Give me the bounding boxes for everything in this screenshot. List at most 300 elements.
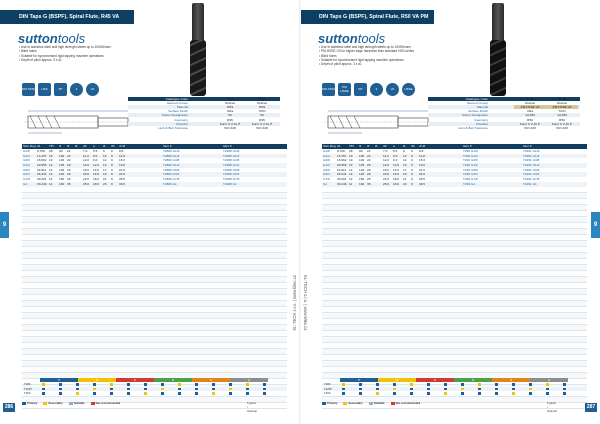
suitability-marker: [59, 392, 62, 395]
suitability-marker: [478, 392, 481, 395]
table-cell: 23: [103, 181, 107, 186]
table-cell: G3/4: [23, 172, 30, 177]
suitability-marker: [495, 383, 498, 386]
table-cell: T290 G3/8: [463, 158, 478, 163]
standards-icons: [322, 83, 415, 96]
suitability-marker: [461, 383, 464, 386]
din-icon: DIN 5156: [322, 83, 335, 96]
table-cell: T290 G7/8: [463, 177, 478, 182]
table-cell: 29: [67, 172, 71, 177]
page-number: 287: [586, 404, 596, 410]
suitability-marker: [359, 392, 362, 395]
table-cell: 18.0: [83, 167, 90, 172]
suitability-marker: [229, 392, 232, 395]
footer-note: Typical / Optimal: [247, 401, 257, 413]
table-cell: 140: [359, 172, 365, 177]
suitability-marker: [263, 388, 266, 391]
table-cell: 125: [359, 167, 365, 172]
table-cell: 9: [411, 163, 413, 168]
table-cell: 19.0: [419, 163, 426, 168]
suitability-marker: [59, 383, 62, 386]
table-cell: G1/4: [323, 153, 330, 158]
table-cell: T2291 G1/4: [523, 153, 540, 158]
table-cell: T2288 G1: [223, 181, 237, 186]
table-cell: 12.0: [83, 158, 90, 163]
column-header: dr Ø: [119, 144, 126, 148]
suitability-marker: [546, 383, 549, 386]
table-cell: 12: [103, 158, 107, 163]
suitability-marker: [195, 392, 198, 395]
table-cell: 30.201: [37, 177, 47, 182]
suitability-marker: [512, 392, 515, 395]
table-cell: G7/8: [23, 177, 30, 182]
hss-icon: HSS: [38, 83, 51, 96]
table-cell: 23: [403, 181, 407, 186]
column-header: l1: [359, 144, 362, 148]
table-cell: 9: [111, 181, 113, 186]
material-group-s: S: [192, 378, 230, 382]
table-cell: 33.249: [337, 181, 347, 186]
table-cell: T2869 G1/4: [163, 153, 180, 158]
table-cell: T2291 G7/8: [523, 177, 540, 182]
pitch-icon: 3: [70, 83, 83, 96]
brand-logo: suttontools: [318, 31, 386, 46]
legend-row: [22, 391, 287, 396]
suitability-marker: [93, 392, 96, 395]
table-cell: 22.911: [37, 167, 47, 172]
suitability-marker: [444, 392, 447, 395]
suitability-marker: [342, 392, 345, 395]
key-secondary: Secondary: [43, 401, 62, 405]
feature-item: • Suitable for synchronised rigid tapping machine operations: [319, 58, 414, 62]
page-title: DIN Taps G (BSPF), Spiral Flute, R45 VA: [19, 14, 120, 20]
material-group-m: M: [78, 378, 116, 382]
table-cell: 17: [403, 167, 407, 172]
material-group-h: H: [530, 378, 568, 382]
key-suitable: Suitable: [69, 401, 85, 405]
suitability-marker: [110, 388, 113, 391]
feature-item: • Blind holes: [319, 54, 414, 58]
feature-list: [319, 45, 414, 66]
table-cell: T290 G1/8: [463, 149, 478, 153]
table-cell: 9.0: [393, 158, 398, 163]
table-cell: 6: [111, 149, 113, 153]
page-fold: [299, 0, 301, 424]
table-cell: T2869 G3/4: [163, 172, 180, 177]
table-cell: 29: [367, 163, 371, 168]
table-cell: 19: [349, 158, 353, 163]
table-cell: 16.0: [383, 163, 390, 168]
table-cell: 8.8: [419, 149, 424, 153]
table-cell: 29: [367, 172, 371, 177]
table-cell: 150: [359, 177, 365, 182]
table-cell: 21: [403, 177, 407, 182]
suitability-marker: [42, 392, 45, 395]
table-cell: T2288 G3/4: [223, 172, 240, 177]
material-legend: [22, 378, 287, 400]
table-cell: 9.0: [93, 158, 98, 163]
table-cell: 19: [49, 153, 53, 158]
suitability-marker: [529, 383, 532, 386]
table-cell: 18.0: [393, 177, 400, 182]
column-header: l3: [375, 144, 378, 148]
table-cell: 15.3: [419, 158, 426, 163]
column-header: l1: [59, 144, 62, 148]
table-cell: 22: [67, 153, 71, 158]
material-legend: [322, 378, 587, 400]
suitability-marker: [529, 392, 532, 395]
table-cell: 19: [49, 158, 53, 163]
suitability-marker: [76, 383, 79, 386]
table-cell: 22: [367, 153, 371, 158]
table-cell: 5.5: [93, 149, 98, 153]
table-cell: 35: [67, 181, 71, 186]
angle-icon: 45°: [54, 83, 67, 96]
key-secondary: Secondary: [343, 401, 362, 405]
key-not-recommended: Not recommended: [91, 401, 121, 405]
feature-item: • PM-HSSE-V3 for higher edge hardness than standard HSS series: [319, 49, 414, 53]
table-cell: G3/8: [23, 158, 30, 163]
table-cell: 9.728: [337, 149, 345, 153]
table-cell: T2288 G1/8: [223, 149, 240, 153]
column-header: a: [393, 144, 395, 148]
table-cell: 14: [349, 177, 353, 182]
table-cell: T2869 G3/8: [163, 158, 180, 163]
table-row: [322, 182, 587, 187]
suitability-marker: [42, 388, 45, 391]
table-cell: 160: [59, 181, 65, 186]
material-group-p: P: [340, 378, 378, 382]
table-cell: G1/2: [23, 163, 30, 168]
suitability-marker: [512, 383, 515, 386]
table-cell: 9: [411, 167, 413, 172]
material-group-p: P: [40, 378, 78, 382]
table-cell: 150: [59, 177, 65, 182]
table-cell: 125: [359, 163, 365, 168]
table-cell: 9: [411, 172, 413, 177]
table-cell: 9: [111, 163, 113, 168]
column-header: d2: [383, 144, 387, 148]
suitability-marker: [161, 392, 164, 395]
legend-key: [22, 401, 257, 413]
suitability-marker: [563, 388, 566, 391]
suitability-marker: [495, 392, 498, 395]
table-cell: 12.0: [393, 163, 400, 168]
table-cell: 29: [367, 177, 371, 182]
suitability-marker: [144, 392, 147, 395]
table-cell: 30.201: [337, 177, 347, 182]
table-cell: 20.955: [337, 163, 347, 168]
suitability-marker: [427, 388, 430, 391]
table-cell: 22: [67, 158, 71, 163]
table-cell: T2291 G5/8: [523, 167, 540, 172]
table-cell: 11.8: [119, 153, 125, 158]
suitability-marker: [563, 392, 566, 395]
suitability-marker: [563, 383, 566, 386]
table-cell: 14: [49, 167, 53, 172]
table-cell: G1: [23, 181, 28, 186]
feature-item: • Use in stainless steel and high strength steels up to 1000N/mm²: [19, 45, 111, 49]
key-suitable: Suitable: [369, 401, 385, 405]
table-cell: 12: [103, 153, 107, 158]
table-cell: T2288 G3/8: [223, 158, 240, 163]
column-header: Size Reg.: [323, 144, 337, 148]
din-icon: DIN 5156: [22, 83, 35, 96]
suitability-marker: [161, 383, 164, 386]
table-cell: 8.8: [119, 149, 124, 153]
table-cell: 33.249: [37, 181, 47, 186]
suitability-marker: [359, 383, 362, 386]
vertical-credit: KL-TECH s.r.o. | www.kltec.cz: [292, 275, 297, 331]
suitability-marker: [478, 388, 481, 391]
table-cell: 9.728: [37, 149, 45, 153]
table-cell: 9: [111, 153, 113, 158]
table-cell: 125: [59, 163, 65, 168]
table-cell: 28.5: [419, 177, 426, 182]
table-cell: G5/8: [323, 167, 330, 172]
table-cell: 7.0: [383, 149, 388, 153]
suitability-marker: [212, 388, 215, 391]
table-cell: 14: [49, 172, 53, 177]
table-cell: T2869 G7/8: [163, 177, 180, 182]
table-cell: 100: [359, 153, 365, 158]
suitability-marker: [93, 383, 96, 386]
table-cell: 11: [49, 181, 53, 186]
material-group-n: N: [154, 378, 192, 382]
feature-list: [19, 45, 111, 62]
table-cell: 22.0: [383, 177, 390, 182]
suitability-marker: [495, 388, 498, 391]
table-cell: T2291 G1/8: [523, 149, 540, 153]
material-group-k: K: [116, 378, 154, 382]
angle-icon: 50°: [354, 83, 367, 96]
table-cell: 13.157: [337, 153, 347, 158]
table-cell: 12.0: [93, 163, 100, 168]
table-cell: 9: [111, 158, 113, 163]
table-cell: 14: [49, 177, 53, 182]
table-cell: T2869 G5/8: [163, 167, 180, 172]
suitability-marker: [127, 392, 130, 395]
table-cell: G1/4: [23, 153, 30, 158]
product-table: [322, 144, 587, 409]
table-cell: 9.0: [393, 153, 398, 158]
material-group-k: K: [416, 378, 454, 382]
suitability-marker: [127, 383, 130, 386]
suitability-marker: [161, 388, 164, 391]
legend-row-label: T2287: [324, 386, 332, 391]
table-cell: 22: [367, 149, 371, 153]
table-cell: 21.0: [419, 167, 426, 172]
suitability-marker: [376, 392, 379, 395]
material-group-n: N: [454, 378, 492, 382]
suitability-marker: [410, 392, 413, 395]
table-cell: G3/4: [323, 172, 330, 177]
table-cell: 5.5: [393, 149, 398, 153]
table-cell: 26.441: [337, 172, 347, 177]
suitability-marker: [342, 383, 345, 386]
column-header: Item #: [223, 144, 232, 148]
suitability-marker: [42, 383, 45, 386]
suitability-marker: [461, 392, 464, 395]
table-cell: 29: [67, 163, 71, 168]
table-cell: 25.0: [383, 181, 390, 186]
table-cell: 9: [411, 181, 413, 186]
table-cell: T290 G1/2: [463, 163, 478, 168]
suitability-marker: [478, 383, 481, 386]
suitability-marker: [59, 388, 62, 391]
legend-row-label: T286: [324, 382, 331, 386]
suitability-marker: [144, 383, 147, 386]
title-bar: [300, 10, 434, 24]
table-cell: T2288 G5/8: [223, 167, 240, 172]
suitability-marker: [546, 388, 549, 391]
table-cell: 11.0: [383, 153, 389, 158]
legend-row-label: T290: [24, 391, 31, 395]
tap-tool-image: [490, 40, 506, 96]
suitability-marker: [76, 388, 79, 391]
page-number: 286: [4, 404, 14, 410]
table-cell: T2291 G3/4: [523, 172, 540, 177]
table-cell: 14: [49, 163, 53, 168]
suitability-marker: [144, 388, 147, 391]
column-header: TPI: [349, 144, 354, 148]
suitability-marker: [76, 392, 79, 395]
table-cell: 9.0: [93, 153, 98, 158]
suitability-marker: [110, 383, 113, 386]
table-cell: 24.5: [419, 172, 426, 177]
table-cell: 21: [103, 177, 107, 182]
suitability-marker: [461, 388, 464, 391]
column-header: TPI: [49, 144, 54, 148]
suitability-marker: [263, 383, 266, 386]
suitability-marker: [178, 392, 181, 395]
hsse-icon: HSSE: [402, 83, 415, 96]
material-group-h: H: [230, 378, 268, 382]
material-group-s: S: [492, 378, 530, 382]
pm-hsse-icon: PM HSSE: [338, 83, 351, 96]
table-cell: 17: [103, 167, 107, 172]
table-cell: 20.0: [393, 181, 400, 186]
section-tab: 9: [0, 212, 9, 238]
table-cell: 11.8: [419, 153, 425, 158]
table-cell: 6: [403, 149, 405, 153]
key-primary: Primary: [322, 401, 337, 405]
table-cell: 90: [359, 149, 363, 153]
suitability-marker: [376, 383, 379, 386]
suitability-marker: [444, 388, 447, 391]
suitability-marker: [410, 388, 413, 391]
suitability-marker: [529, 388, 532, 391]
column-header: d3: [111, 144, 115, 148]
column-header: dr Ø: [419, 144, 426, 148]
column-header: Item #: [163, 144, 172, 148]
table-cell: 22: [367, 158, 371, 163]
footer-note: Typical / Optimal: [547, 401, 557, 413]
table-cell: 15.3: [119, 158, 126, 163]
suitability-marker: [229, 383, 232, 386]
table-cell: T290 G1/4: [463, 153, 478, 158]
table-cell: T2288 G1/2: [223, 163, 240, 168]
suitability-marker: [178, 388, 181, 391]
table-cell: 25.0: [83, 181, 90, 186]
table-cell: 29: [67, 167, 71, 172]
column-header: Item #: [523, 144, 532, 148]
table-cell: 16.0: [393, 172, 400, 177]
table-cell: 19: [403, 172, 407, 177]
table-cell: 29: [67, 177, 71, 182]
table-cell: 30.5: [119, 181, 126, 186]
right-page: DIN Taps G (BSPF), Spiral Flute, R50 VA PM suttontools • Use in stainless steel and high strength steels up to 1000N/mm² • PM-HSSE-V3 for higher edge hardness than standard HSS series • Blind holes • Suitable for synchronised rigid tapping machine operations • Depth of pitch approx. 3 x d1 DIN 5156 PM HSSE 50° 3 VA HSSE Catalogue Code T290 T2291 Element Group Drainst Drainst Material PM-HSSE V3 PM-HSSE V3 Surface Finish Ultra TiCN Sutton Designation VA PM VA PM Geometry R50 R50 Chamfer Form C 2-3x P Form C 2-3x P Limit & Bolt Tolerance ISO 228 ISO 228 Size Reg. d1 TPI l1 l2 l3 d2 a l4 d3 dr Ø Item # Item # G1/8 9.728 28 90 22 7.0 5.5 6 6 8.8 T290 G1/8 T2291 G1/8 G1/4 13.157 19 100 22 11.0 9.0 12 9 11.8 T290 G1/4 T2291 G1/4 G3/8 16.662 19 100 22 12.0 9.0 12 9 15.3 T290 G3/8 T2291 G3/8 G1/2 20.955 14 125 29 16.0 12.0 13 9 19.0 T290 G1/2 T2291 G1/2 G5/8 22.911 14 125 29 18.0 14.5 17 9 21.0 T290 G5/8 T2291 G5/8 G3/4 26.441 14 140 29 20.0 16.0 19 9 24.5 T290 G3/4 T2291 G3/4 G7/8 30.201 14 150 29 22.0 18.0 21 9 28.5 T290 G7/8 T2291 G7/8 G1 33.249 11 160 35 25.0 20.0 23 9 30.5 T290 G1 T2291 G1 P M K N S H T286 T2287 T290 Primary Secondary Suitable Not recommended Typical / Optimal 287 9 KL-TECH s.r.o. | www.kltec.cz: [300, 0, 600, 424]
table-cell: 12.0: [383, 158, 390, 163]
table-cell: 7.0: [83, 149, 88, 153]
table-cell: 12: [403, 153, 407, 158]
table-cell: 28: [49, 149, 53, 153]
table-cell: 9: [411, 177, 413, 182]
suitability-marker: [512, 388, 515, 391]
table-cell: 100: [359, 158, 365, 163]
column-header: l4: [403, 144, 406, 148]
feature-item: • Use in stainless steel and high strength steels up to 1000N/mm²: [319, 45, 414, 49]
table-cell: 28.5: [119, 177, 126, 182]
table-cell: 160: [359, 181, 365, 186]
table-cell: 19.0: [119, 163, 126, 168]
column-header: d3: [411, 144, 415, 148]
pitch-icon: 3: [370, 83, 383, 96]
table-cell: 22: [67, 149, 71, 153]
suitability-marker: [246, 388, 249, 391]
key-not-recommended: Not recommended: [391, 401, 421, 405]
table-cell: 100: [59, 153, 65, 158]
table-cell: 20.955: [37, 163, 47, 168]
suitability-marker: [127, 388, 130, 391]
table-cell: 140: [59, 172, 65, 177]
suitability-marker: [178, 383, 181, 386]
table-cell: G1/8: [323, 149, 330, 153]
column-header: l2: [367, 144, 370, 148]
table-cell: T290 G1: [463, 181, 476, 186]
table-cell: 14.5: [393, 167, 400, 172]
column-header: a: [93, 144, 95, 148]
suitability-marker: [393, 383, 396, 386]
table-cell: 9: [111, 177, 113, 182]
table-cell: 18.0: [383, 167, 390, 172]
table-cell: 22.911: [337, 167, 347, 172]
table-cell: 20.0: [93, 181, 100, 186]
column-header: l2: [67, 144, 70, 148]
table-cell: 16.0: [83, 163, 90, 168]
column-header: Size Reg.: [23, 144, 37, 148]
suitability-marker: [546, 392, 549, 395]
table-cell: T2869 G1: [163, 181, 177, 186]
column-header: d1: [37, 144, 41, 148]
legend-row-label: T290: [324, 391, 331, 395]
table-cell: T2869 G1/8: [163, 149, 180, 153]
vertical-credit: KL-TECH s.r.o. | www.kltec.cz: [303, 275, 308, 331]
table-cell: 11: [349, 181, 353, 186]
column-header: d1: [337, 144, 341, 148]
table-cell: 20.0: [83, 172, 90, 177]
table-cell: 35: [367, 181, 371, 186]
tap-tool-image: [190, 40, 206, 96]
table-cell: 14.5: [93, 167, 100, 172]
material-group-m: M: [378, 378, 416, 382]
suitability-marker: [212, 392, 215, 395]
table-cell: G1: [323, 181, 328, 186]
tap-dimension-drawing: [322, 106, 432, 138]
table-cell: T290 G5/8: [463, 167, 478, 172]
table-cell: 16.0: [93, 172, 100, 177]
table-cell: 13: [103, 163, 107, 168]
